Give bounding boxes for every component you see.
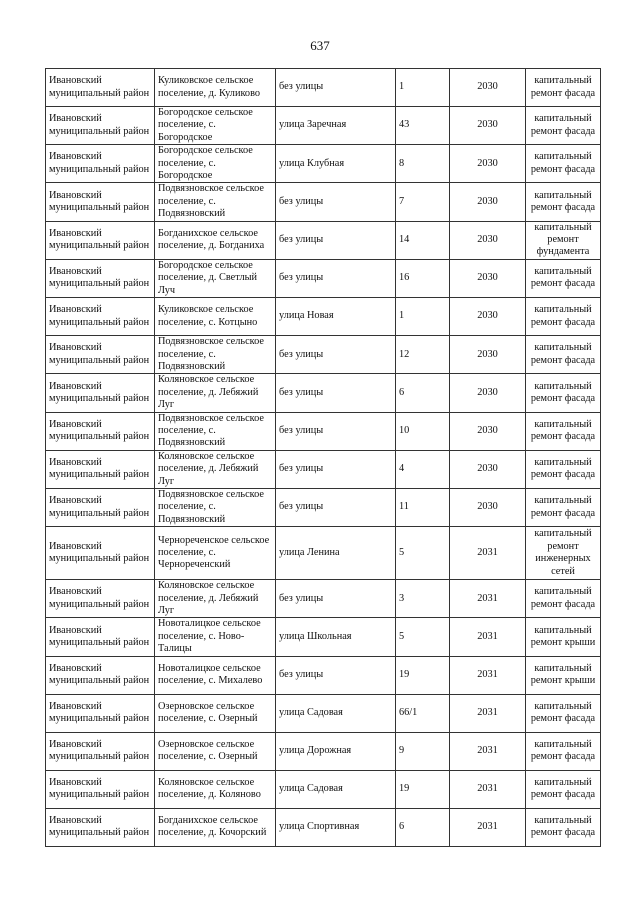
table-row <box>46 450 601 488</box>
cell-district: Ивановский муниципальный район <box>46 69 155 107</box>
cell-year: 2030 <box>450 450 526 488</box>
cell-street: улица Садовая <box>276 770 396 808</box>
table-row <box>46 412 601 450</box>
cell-house-number: 43 <box>396 107 450 145</box>
table-row <box>46 488 601 526</box>
cell-year: 2031 <box>450 770 526 808</box>
cell-settlement: Новоталицкое сельское поселение, с. Михалево <box>155 656 276 694</box>
page-number: 637 <box>310 38 330 53</box>
cell-year: 2030 <box>450 183 526 221</box>
table-row <box>46 580 601 618</box>
cell-year: 2030 <box>450 145 526 183</box>
cell-district: Ивановский муниципальный район <box>46 808 155 846</box>
repair-schedule-table <box>45 68 601 847</box>
cell-year: 2031 <box>450 580 526 618</box>
cell-work-type: капитальный ремонт фасада <box>526 732 601 770</box>
table-row <box>46 336 601 374</box>
cell-settlement: Богданихское сельское поселение, д. Богданиха <box>155 221 276 259</box>
table-row <box>46 618 601 656</box>
cell-settlement: Богданихское сельское поселение, д. Кочорский <box>155 808 276 846</box>
cell-district: Ивановский муниципальный район <box>46 259 155 297</box>
table-row <box>46 808 601 846</box>
cell-street: без улицы <box>276 221 396 259</box>
cell-street: улица Ленина <box>276 527 396 580</box>
cell-settlement: Новоталицкое сельское поселение, с. Ново-Талицы <box>155 618 276 656</box>
cell-year: 2030 <box>450 107 526 145</box>
cell-year: 2031 <box>450 656 526 694</box>
cell-street: без улицы <box>276 450 396 488</box>
cell-street: без улицы <box>276 259 396 297</box>
cell-settlement: Подвязновское сельское поселение, с. Подвязновский <box>155 412 276 450</box>
cell-house-number: 14 <box>396 221 450 259</box>
cell-year: 2030 <box>450 488 526 526</box>
cell-year: 2030 <box>450 336 526 374</box>
cell-district: Ивановский муниципальный район <box>46 183 155 221</box>
cell-work-type: капитальный ремонт фасада <box>526 183 601 221</box>
table-row <box>46 107 601 145</box>
cell-district: Ивановский муниципальный район <box>46 412 155 450</box>
cell-house-number: 9 <box>396 732 450 770</box>
cell-year: 2030 <box>450 69 526 107</box>
cell-house-number: 3 <box>396 580 450 618</box>
cell-settlement: Богородское сельское поселение, д. Светлый Луч <box>155 259 276 297</box>
cell-work-type: капитальный ремонт фасада <box>526 412 601 450</box>
table-row <box>46 694 601 732</box>
cell-street: улица Заречная <box>276 107 396 145</box>
table-row <box>46 259 601 297</box>
table-row <box>46 770 601 808</box>
cell-street: без улицы <box>276 488 396 526</box>
cell-year: 2030 <box>450 374 526 412</box>
cell-street: без улицы <box>276 374 396 412</box>
cell-street: улица Школьная <box>276 618 396 656</box>
cell-work-type: капитальный ремонт фасада <box>526 450 601 488</box>
cell-district: Ивановский муниципальный район <box>46 336 155 374</box>
table-row <box>46 221 601 259</box>
cell-street: без улицы <box>276 183 396 221</box>
cell-district: Ивановский муниципальный район <box>46 374 155 412</box>
table-row <box>46 69 601 107</box>
cell-work-type: капитальный ремонт фасада <box>526 374 601 412</box>
cell-settlement: Озерновское сельское поселение, с. Озерный <box>155 694 276 732</box>
cell-year: 2030 <box>450 412 526 450</box>
cell-work-type: капитальный ремонт фундамента <box>526 221 601 259</box>
cell-house-number: 5 <box>396 527 450 580</box>
cell-house-number: 1 <box>396 298 450 336</box>
cell-street: улица Спортивная <box>276 808 396 846</box>
table-row <box>46 183 601 221</box>
cell-settlement: Подвязновское сельское поселение, с. Подвязновский <box>155 183 276 221</box>
cell-work-type: капитальный ремонт крыши <box>526 618 601 656</box>
cell-work-type: капитальный ремонт фасада <box>526 770 601 808</box>
cell-district: Ивановский муниципальный район <box>46 618 155 656</box>
cell-street: улица Дорожная <box>276 732 396 770</box>
cell-house-number: 66/1 <box>396 694 450 732</box>
cell-house-number: 5 <box>396 618 450 656</box>
cell-house-number: 1 <box>396 69 450 107</box>
cell-house-number: 8 <box>396 145 450 183</box>
cell-district: Ивановский муниципальный район <box>46 221 155 259</box>
cell-house-number: 7 <box>396 183 450 221</box>
cell-year: 2030 <box>450 221 526 259</box>
cell-district: Ивановский муниципальный район <box>46 488 155 526</box>
cell-year: 2031 <box>450 618 526 656</box>
cell-district: Ивановский муниципальный район <box>46 580 155 618</box>
cell-district: Ивановский муниципальный район <box>46 145 155 183</box>
cell-house-number: 6 <box>396 808 450 846</box>
cell-district: Ивановский муниципальный район <box>46 656 155 694</box>
cell-work-type: капитальный ремонт фасада <box>526 107 601 145</box>
cell-year: 2031 <box>450 694 526 732</box>
cell-house-number: 10 <box>396 412 450 450</box>
cell-house-number: 19 <box>396 770 450 808</box>
cell-street: улица Садовая <box>276 694 396 732</box>
cell-settlement: Богородское сельское поселение, с. Богородское <box>155 107 276 145</box>
table-row <box>46 656 601 694</box>
cell-settlement: Подвязновское сельское поселение, с. Подвязновский <box>155 336 276 374</box>
cell-year: 2030 <box>450 298 526 336</box>
cell-year: 2030 <box>450 259 526 297</box>
cell-work-type: капитальный ремонт фасада <box>526 69 601 107</box>
table-row <box>46 732 601 770</box>
cell-district: Ивановский муниципальный район <box>46 298 155 336</box>
cell-work-type: капитальный ремонт фасада <box>526 488 601 526</box>
cell-district: Ивановский муниципальный район <box>46 732 155 770</box>
cell-year: 2031 <box>450 808 526 846</box>
cell-house-number: 6 <box>396 374 450 412</box>
cell-settlement: Коляновское сельское поселение, д. Лебяжий Луг <box>155 450 276 488</box>
cell-street: без улицы <box>276 656 396 694</box>
table-row <box>46 145 601 183</box>
cell-settlement: Коляновское сельское поселение, д. Коляново <box>155 770 276 808</box>
cell-house-number: 16 <box>396 259 450 297</box>
cell-street: улица Клубная <box>276 145 396 183</box>
cell-work-type: капитальный ремонт фасада <box>526 259 601 297</box>
cell-settlement: Богородское сельское поселение, с. Богородское <box>155 145 276 183</box>
cell-street: без улицы <box>276 580 396 618</box>
cell-work-type: капитальный ремонт фасада <box>526 694 601 732</box>
cell-house-number: 4 <box>396 450 450 488</box>
cell-work-type: капитальный ремонт фасада <box>526 580 601 618</box>
cell-settlement: Куликовское сельское поселение, с. Котцыно <box>155 298 276 336</box>
cell-settlement: Подвязновское сельское поселение, с. Подвязновский <box>155 488 276 526</box>
cell-street: без улицы <box>276 412 396 450</box>
cell-work-type: капитальный ремонт фасада <box>526 336 601 374</box>
cell-house-number: 11 <box>396 488 450 526</box>
cell-street: без улицы <box>276 336 396 374</box>
cell-district: Ивановский муниципальный район <box>46 107 155 145</box>
cell-settlement: Чернореченское сельское поселение, с. Чернореченский <box>155 527 276 580</box>
cell-work-type: капитальный ремонт фасада <box>526 145 601 183</box>
cell-house-number: 19 <box>396 656 450 694</box>
cell-work-type: капитальный ремонт фасада <box>526 298 601 336</box>
cell-settlement: Куликовское сельское поселение, д. Куликово <box>155 69 276 107</box>
cell-district: Ивановский муниципальный район <box>46 770 155 808</box>
cell-house-number: 12 <box>396 336 450 374</box>
table-row <box>46 298 601 336</box>
cell-year: 2031 <box>450 527 526 580</box>
cell-district: Ивановский муниципальный район <box>46 694 155 732</box>
cell-work-type: капитальный ремонт инженерных сетей <box>526 527 601 580</box>
cell-street: без улицы <box>276 69 396 107</box>
cell-work-type: капитальный ремонт крыши <box>526 656 601 694</box>
cell-district: Ивановский муниципальный район <box>46 527 155 580</box>
cell-settlement: Коляновское сельское поселение, д. Лебяжий Луг <box>155 374 276 412</box>
cell-settlement: Коляновское сельское поселение, д. Лебяжий Луг <box>155 580 276 618</box>
cell-settlement: Озерновское сельское поселение, с. Озерный <box>155 732 276 770</box>
cell-street: улица Новая <box>276 298 396 336</box>
cell-district: Ивановский муниципальный район <box>46 450 155 488</box>
cell-work-type: капитальный ремонт фасада <box>526 808 601 846</box>
cell-year: 2031 <box>450 732 526 770</box>
table-row <box>46 374 601 412</box>
table-row <box>46 527 601 580</box>
